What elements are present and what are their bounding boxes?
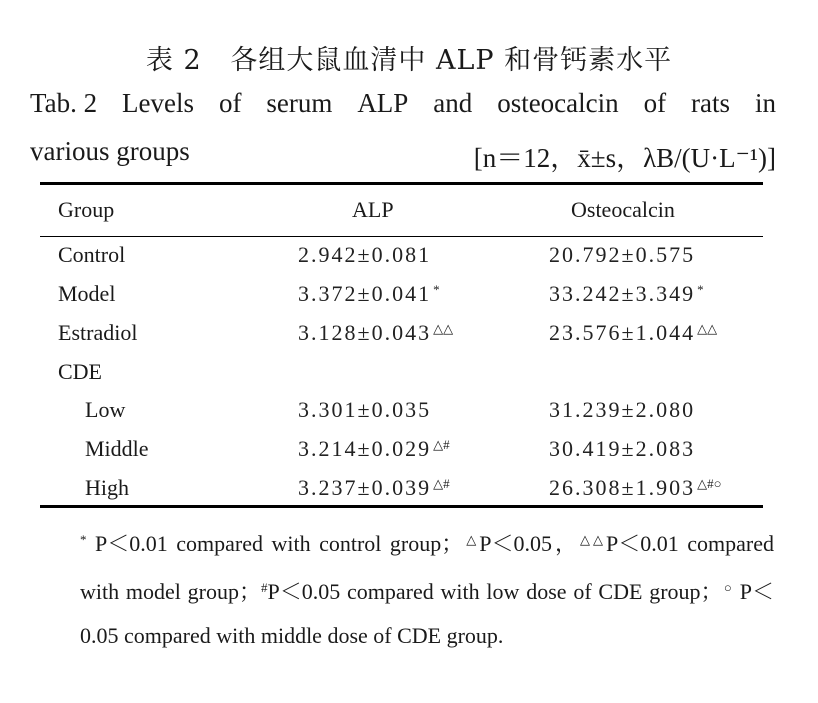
title-word: osteocalcin <box>497 88 619 118</box>
footnote-symbol: △ <box>463 532 480 547</box>
cell-alp: 3.214±0.029 △# <box>298 436 450 461</box>
cell-osteocalcin: 26.308±1.903 △#○ <box>549 475 722 500</box>
title-continuation: various groups <box>30 136 190 166</box>
cell-group: Low <box>85 397 126 422</box>
table-title-english-line2 <box>30 136 776 175</box>
footnote-text: P＜0.05， <box>479 531 581 556</box>
footnote-symbol: * <box>80 532 87 547</box>
title-word: and <box>433 88 473 118</box>
title-word: serum <box>266 88 333 118</box>
cell-osteocalcin: 31.239±2.080 <box>549 397 696 422</box>
table-title-chinese: 表 2 各组大鼠血清中 ALP 和骨钙素水平 <box>145 45 673 76</box>
cell-alp: 2.942±0.081 <box>298 242 432 267</box>
header-alp: ALP <box>352 197 394 222</box>
cell-group: CDE <box>58 359 102 384</box>
footnote-text: P＜0.01 compared with model group； <box>80 531 775 604</box>
cell-osteocalcin: 30.419±2.083 <box>549 436 696 461</box>
table-top-rule <box>40 182 763 185</box>
cell-group: High <box>85 475 129 500</box>
cell-group: Control <box>58 242 126 267</box>
footnote-text: P＜0.01 compared with control group； <box>86 531 464 556</box>
header-group: Group <box>58 197 115 222</box>
footnote-symbol: △△ <box>580 532 607 547</box>
footnote-text: P＜0.05 compared with low dose of CDE group； <box>267 579 723 604</box>
footnote-text: P＜0.05 compared with middle dose of CDE group. <box>80 579 774 648</box>
cell-alp: 3.372±0.041 * <box>298 281 440 306</box>
table-header-rule <box>40 236 763 237</box>
cell-group: Estradiol <box>58 320 138 345</box>
cell-osteocalcin: 33.242±3.349 * <box>549 281 704 306</box>
footnote-symbol: ○ <box>722 580 733 595</box>
cell-group: Middle <box>85 436 149 461</box>
title-word: of <box>218 88 242 118</box>
footnote-symbol: # <box>261 580 268 595</box>
table-title-english-line1 <box>30 88 776 119</box>
title-word: Tab. 2 <box>30 88 98 118</box>
table-footnote <box>80 518 774 658</box>
cell-osteocalcin: 20.792±0.575 <box>549 242 696 267</box>
header-osteocalcin: Osteocalcin <box>571 197 675 222</box>
title-word: of <box>643 88 667 118</box>
table-bottom-rule <box>40 505 763 508</box>
cell-osteocalcin: 23.576±1.044 △△ <box>549 320 718 345</box>
cell-alp: 3.237±0.039 △# <box>298 475 450 500</box>
title-word: ALP <box>357 88 409 118</box>
cell-alp: 3.301±0.035 <box>298 397 432 422</box>
cell-osteocalcin <box>549 359 551 385</box>
title-word: in <box>754 88 776 118</box>
title-word: rats <box>691 88 730 118</box>
title-word: Levels <box>122 88 195 118</box>
statistics-note: [n＝12，x̄±s，λB/(U·L⁻¹)] <box>473 143 776 173</box>
cell-alp <box>298 359 300 385</box>
cell-alp: 3.128±0.043 △△ <box>298 320 454 345</box>
cell-group: Model <box>58 281 116 306</box>
